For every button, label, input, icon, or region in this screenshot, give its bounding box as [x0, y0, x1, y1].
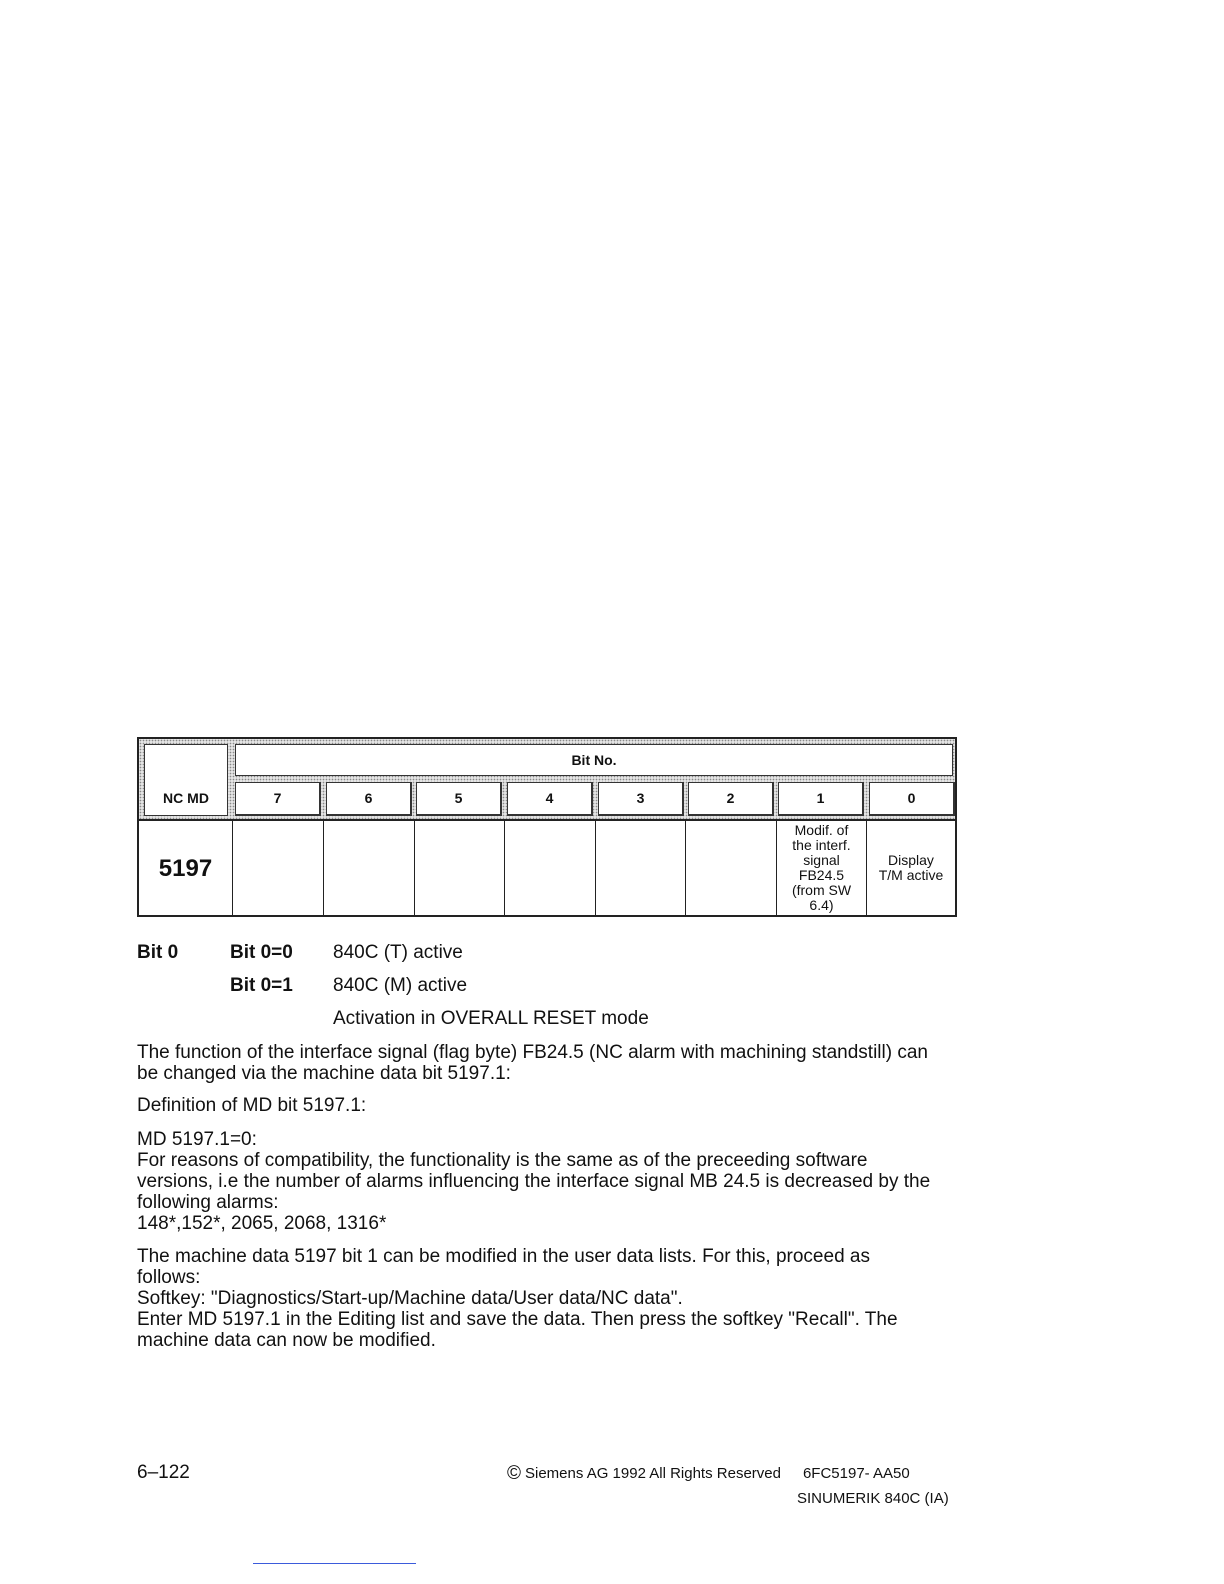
bit-5-cell [414, 821, 504, 915]
paragraph-interface-signal: The function of the interface signal (flag byte) FB24.5 (NC alarm with machining standstill) can be changed via the machine data bit 5197.1: [137, 1042, 928, 1084]
bit0-0-text: 840C (T) active [333, 942, 463, 963]
table-body [139, 819, 955, 915]
bit-1-header: 1 [778, 782, 864, 816]
paragraph-procedure: The machine data 5197 bit 1 can be modified in the user data lists. For this, proceed as follows: Softkey: "Diagnostics/Start-up/Machine data/User data/NC data". Enter MD 5197.1 in the Editing list and save the data. Then press the softkey "Recall". The machine data can now be modified. [137, 1246, 898, 1351]
bit-2-header: 2 [688, 782, 774, 816]
bit0-1-text: 840C (M) active [333, 975, 468, 996]
md-number-cell: 5197 [158, 854, 213, 882]
copyright-icon: © [507, 1463, 521, 1484]
machine-data-bit-table [137, 737, 957, 917]
hyperlink-underline[interactable] [253, 1563, 416, 1564]
bit-2-cell [685, 821, 776, 915]
order-number: 6FC5197- AA50 [802, 1465, 910, 1482]
nc-md-label: NC MD [163, 790, 209, 806]
bit-1-cell: Modif. of the interf. signal FB24.5 (from SW 6.4) [776, 821, 866, 915]
bit-6-header: 6 [326, 782, 412, 816]
bit0-0-key: Bit 0=0 [230, 942, 293, 963]
bit-4-cell [504, 821, 595, 915]
bit-7-header: 7 [235, 782, 321, 816]
table-header [139, 739, 955, 819]
bit-3-header: 3 [598, 782, 684, 816]
paragraph-md-0: MD 5197.1=0: For reasons of compatibility, the functionality is the same as of the preceeding software versions, i.e the number of alarms influencing the interface signal MB 24.5 is decreased by the following alarms: 148*,152*, 2065, 2068, 1316* [137, 1129, 931, 1234]
nc-md-header-cell [144, 744, 228, 816]
bit-no-header: Bit No. [235, 744, 953, 776]
page-number: 6–122 [137, 1462, 190, 1483]
bit0-1-key: Bit 0=1 [230, 975, 293, 996]
product-name: SINUMERIK 840C (IA) [797, 1490, 949, 1507]
paragraph-definition: Definition of MD bit 5197.1: [137, 1095, 367, 1116]
bit-6-cell [323, 821, 414, 915]
bit-0-cell: Display T/M active [866, 821, 955, 915]
bit-7-cell [232, 821, 323, 915]
bit-5-header: 5 [416, 782, 502, 816]
bit-4-header: 4 [507, 782, 593, 816]
bit-3-cell [595, 821, 685, 915]
copyright-text: Siemens AG 1992 All Rights Reserved [525, 1465, 781, 1482]
bit-label: Bit 0 [137, 942, 179, 963]
bit-0-header: 0 [869, 782, 955, 816]
activation-note: Activation in OVERALL RESET mode [333, 1008, 649, 1029]
copyright-line [507, 1463, 910, 1485]
